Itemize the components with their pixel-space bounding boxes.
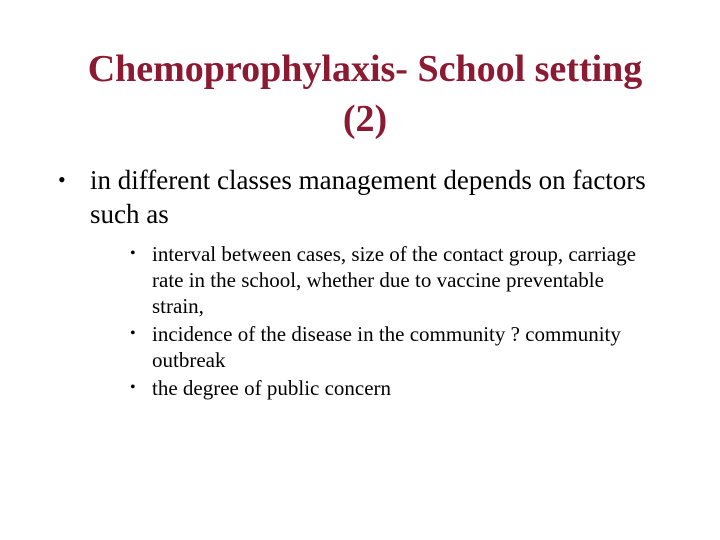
sub-bullet-icon: • [130, 245, 136, 262]
sub-bullet-text: incidence of the disease in the community ? community outbreak [152, 322, 621, 372]
title-line-1: Chemoprophylaxis- School setting [87, 48, 643, 90]
bullet-item-main [58, 163, 698, 401]
sub-bullet-list [128, 241, 648, 401]
sub-bullet-icon: • [130, 379, 136, 396]
title-line-2: (2) [342, 98, 388, 140]
bullet-list [58, 163, 698, 403]
sub-bullet-item [128, 241, 648, 319]
sub-bullet-item [128, 375, 648, 401]
sub-bullet-text: the degree of public concern [152, 376, 392, 400]
slide-title [60, 44, 670, 144]
bullet-text-main: in different classes management depends on factors such as [90, 165, 646, 229]
sub-bullet-icon: • [130, 325, 136, 342]
sub-bullet-text: interval between cases, size of the contact group, carriage rate in the school, whether due to vaccine preventable strain, [152, 242, 636, 318]
bullet-icon: • [58, 167, 66, 192]
sub-bullet-item [128, 321, 648, 373]
